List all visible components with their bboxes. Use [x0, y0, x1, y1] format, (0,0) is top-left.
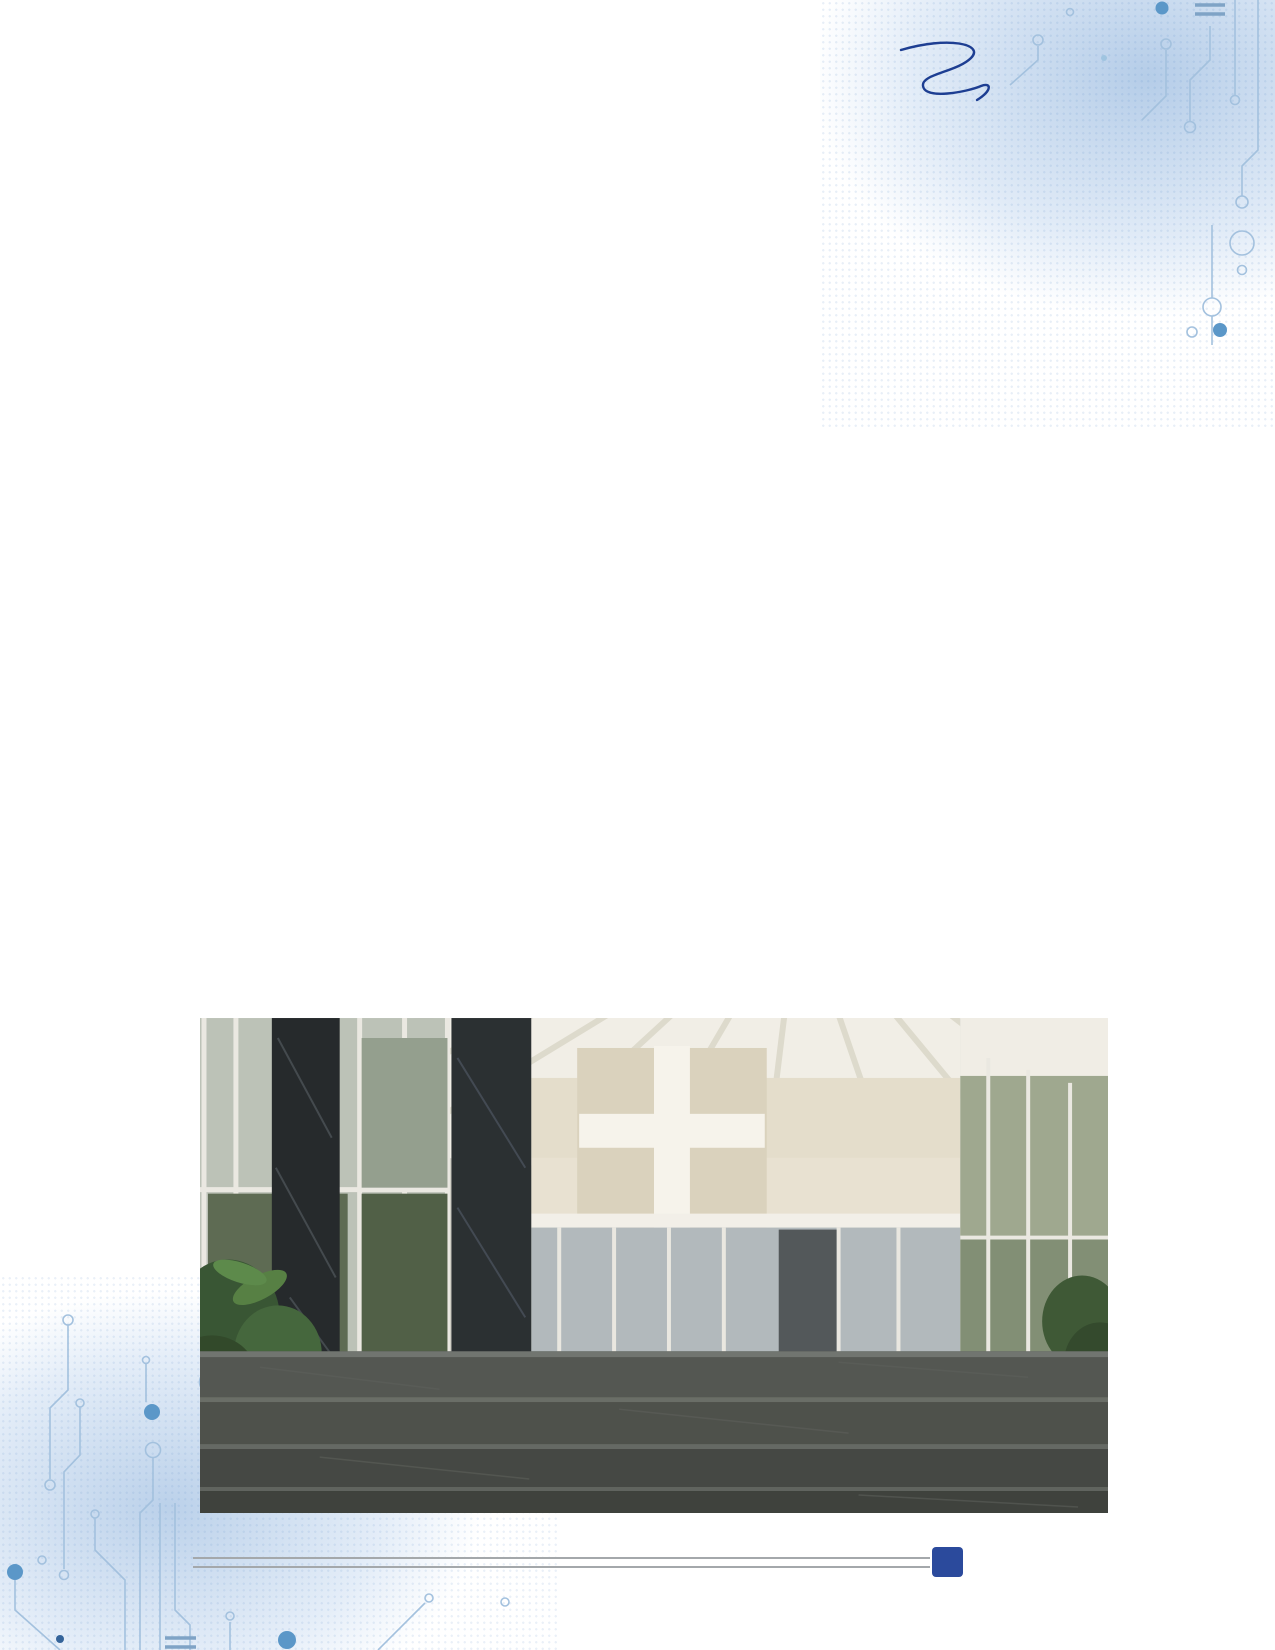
left-column — [199, 218, 641, 239]
report-badge — [932, 1547, 963, 1577]
top-right-blue-wash — [820, 0, 1275, 430]
group-photo — [200, 1018, 1108, 1513]
right-column — [672, 218, 1114, 239]
logo-swirl-icon — [893, 34, 1008, 119]
footer-rule — [193, 1557, 930, 1568]
